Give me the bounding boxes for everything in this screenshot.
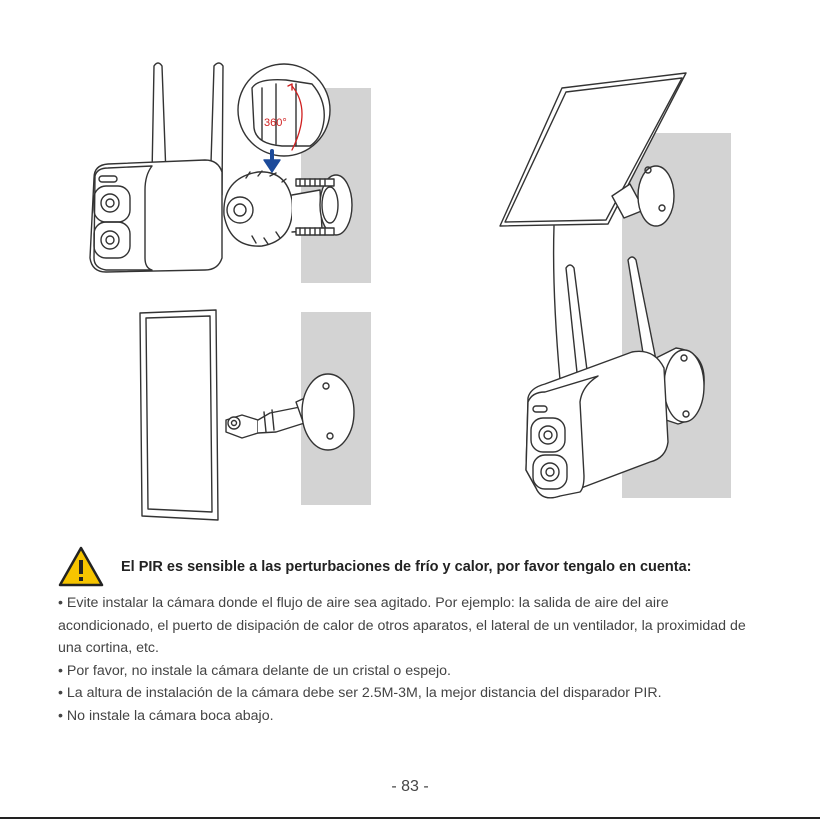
figure-assembled <box>500 73 731 498</box>
note-item: • Evite instalar la cámara donde el flujo de aire sea agitado. Por ejemplo: la salida de aire del aire acondicionado, el puerto de disipación de calor de otros aparatos, el lateral de un ventilador, la proximidad de una cortina, etc. <box>58 595 746 656</box>
pir-notes <box>58 592 758 727</box>
pir-warning <box>57 545 757 591</box>
bottom-divider <box>0 817 820 819</box>
figure-solar-mount <box>140 310 371 520</box>
warning-triangle-icon <box>57 545 105 589</box>
note-item: • No instale la cámara boca abajo. <box>58 707 274 724</box>
warning-title: El PIR es sensible a las perturbaciones de frío y calor, por favor tengalo en cuenta: <box>121 559 692 575</box>
page-number: - 83 - <box>391 778 429 795</box>
rotation-label: 360° <box>264 117 287 129</box>
figure-camera-mount <box>90 63 371 283</box>
note-item: • La altura de instalación de la cámara debe ser 2.5M-3M, la mejor distancia del disparador PIR. <box>58 685 662 701</box>
note-item: • Por favor, no instale la cámara delante de un cristal o espejo. <box>58 662 451 679</box>
